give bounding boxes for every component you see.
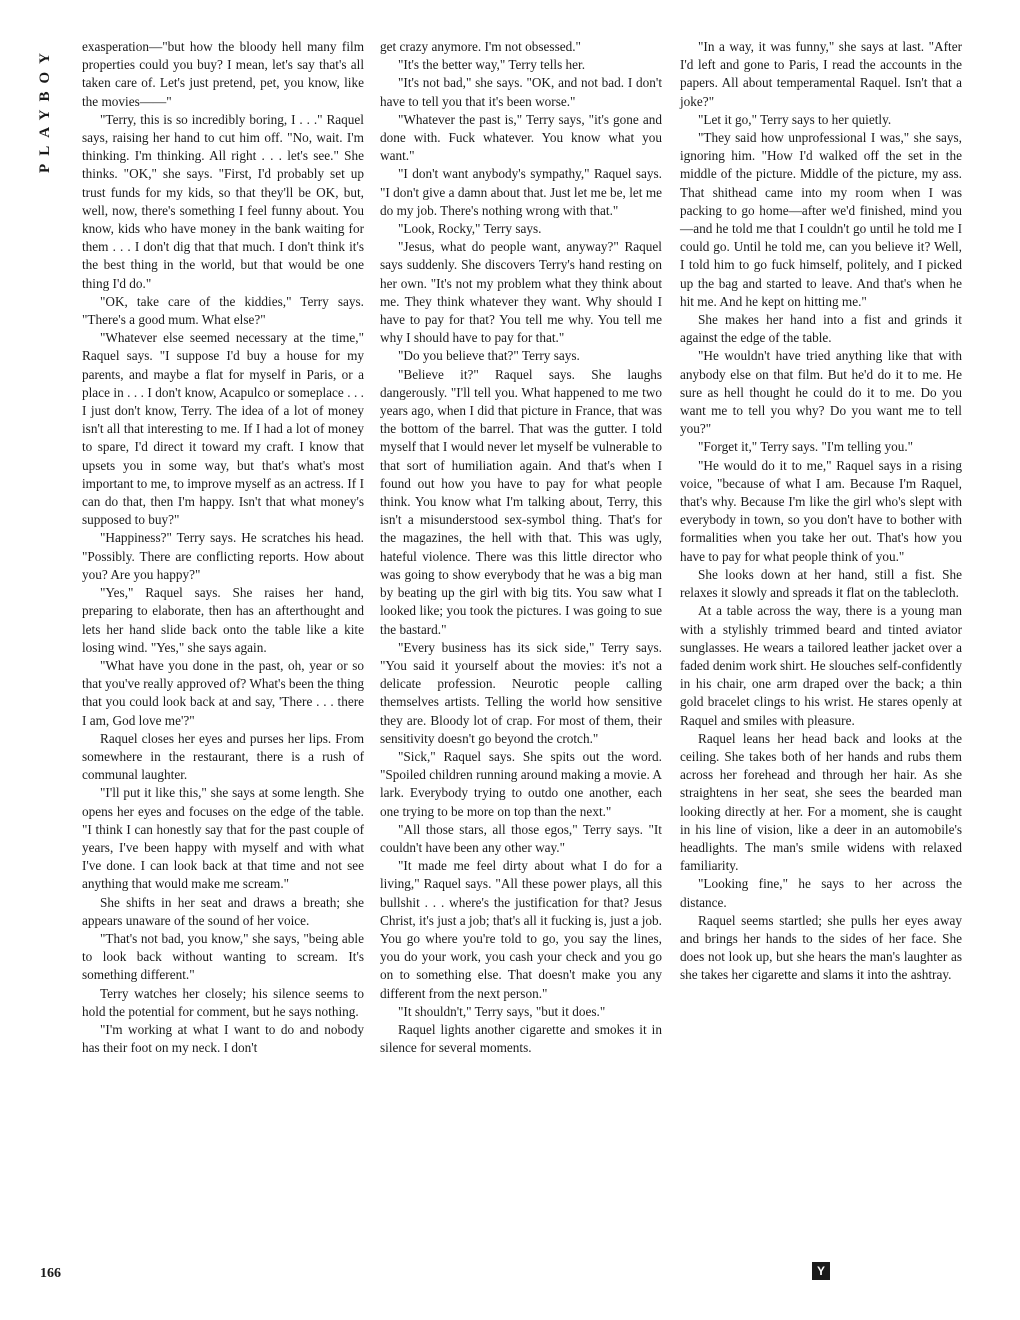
paragraph: Raquel leans her head back and looks at the ceiling. She takes both of her hands and rubs them across her forehead and through her hair. As she straightens in her seat, she sees the bearded man looking directly at her. For a moment, she is caught in his line of vision, like a deer in an automobile's headlights. The man's smile widens with relaxed familiarity. [680, 730, 962, 874]
paragraph: "Look, Rocky," Terry says. [398, 221, 542, 237]
text-column-1 [82, 38, 364, 1057]
paragraph: "I don't want anybody's sympathy," Raquel says. "I don't give a damn about that. Just let me be, let me do my job. There's nothing wrong with that." [380, 166, 662, 218]
paragraph: "They said how unprofessional I was," she says, ignoring him. "How I'd walked off the set in the middle of the picture. Middle of the picture, my ass. That shithead came into my room when I was packing to go home—after we'd finished, mind you—and he told me that I couldn't go until he told me I could go. Until he told me, can you believe it? Well, I told him to go fuck himself, politely, and I picked up the bag and started to leave. And that's when he hit me. And he kept on hitting me." [680, 130, 962, 309]
paragraph: "Sick," Raquel says. She spits out the word. "Spoiled children running around making a movie. A lark. Everybody trying to outdo one another, each one trying to be more on top than the next." [380, 748, 662, 819]
paragraph: "It shouldn't," Terry says, "but it does." [398, 1003, 606, 1019]
paragraph: "Every business has its sick side," Terry says. "You said it yourself about the movies: it's not a delicate profession. Neurotic people calling themselves artists. Telling the world how sensitive they are. Bloody lot of crap. For most of them, their sensitivity doesn't go beyond the crotch." [380, 639, 662, 746]
paragraph: "Let it go," Terry says to her quietly. [698, 111, 892, 127]
paragraph: "Whatever the past is," Terry says, "it's gone and done with. Fuck whatever. You know what you want." [380, 111, 662, 164]
paragraph: "Whatever else seemed necessary at the time," Raquel says. "I suppose I'd buy a house for my parents, and maybe a flat for myself in Paris, or a place in . . . I don't know, Acapulco or someplace . . . I just don't know, Terry. The idea of a lot of money isn't all that interesting to me. If I had a lot of money to spare, I'd direct it toward my craft. I know that upsets you in some way, but that's what's most important to me, to improve myself as an actress. If I can do that, then I'm happy. Isn't that what money's supposed to buy?" [82, 330, 364, 528]
paragraph: She looks down at her hand, still a fist. She relaxes it slowly and spreads it flat on the tablecloth. [680, 566, 962, 601]
text-column-2 [380, 38, 662, 1057]
paragraph: "I'll put it like this," she says at some length. She opens her eyes and focuses on the edge of the table. "I think I can honestly say that for the past couple of years, I've been happy with myself and with what I've done. I can look back at that time and not see anything that would make me scream." [82, 785, 364, 892]
end-mark-icon: Y [812, 1262, 830, 1280]
paragraph: She shifts in her seat and draws a breath; she appears unaware of the sound of her voice. [82, 894, 364, 928]
page-number: 166 [40, 1266, 61, 1281]
paragraph: "What have you done in the past, oh, year or so that you've really approved of? What's been the thing that you could look back at and say, 'There . . . there I am, God love me'?" [82, 657, 364, 728]
magazine-spine-label [28, 44, 62, 174]
paragraph: "It's the better way," Terry tells her. [398, 57, 586, 73]
paragraph: She makes her hand into a fist and grinds it against the edge of the table. [680, 312, 962, 346]
paragraph: "Looking fine," he says to her across the distance. [680, 876, 962, 910]
paragraph: exasperation—"but how the bloody hell many film properties could you buy? I mean, let's say that's all taken care of. Let's just pretend, pet, you know, like the movies——" [82, 39, 364, 109]
paragraph: "Forget it," Terry says. "I'm telling you." [698, 439, 914, 455]
text-column-3 [680, 38, 962, 985]
paragraph: "It made me feel dirty about what I do for a living," Raquel says. "All these power plays, all this bullshit . . . where's the justification for that? Jesus Christ, it's just a job; that's all it fucking is, just a job. You go where you're told to go, you say the lines, you do your work, you cash your check and you go on to something else. That doesn't make you any different from the next person." [380, 858, 662, 1001]
paragraph: "Believe it?" Raquel says. She laughs dangerously. "I'll tell you. What happened to me two years ago, when I did that picture in France, that was the bottom of the barrel. That was the gutter. I told myself that I would never let myself be vulnerable to that sort of humiliation again. And that's when I found out how you have to pay for what people think. You know what I'm talking about, Terry, this isn't a misunderstood sex-symbol thing. That's for the magazines, the hell with that. This was ugly, hateful violence. There was this little director who was going to show everybody that he was a big man by beating up the girl with big tits. You saw what I looked like; you took the pictures. I was going to sue the bastard." [380, 366, 662, 637]
paragraph: Raquel lights another cigarette and smokes it in silence for several moments. [380, 1021, 662, 1056]
paragraph: Terry watches her closely; his silence seems to hold the potential for comment, but he says nothing. [82, 985, 364, 1019]
paragraph: "In a way, it was funny," she says at last. "After I'd left and gone to Paris, I read the accounts in the papers. All about temperamental Raquel. Isn't that a joke?" [680, 39, 962, 109]
paragraph: "Happiness?" Terry says. He scratches his head. "Possibly. There are conflicting reports. How about you? Are you happy?" [82, 530, 364, 582]
paragraph: "He would do it to me," Raquel says in a rising voice, "because of what I am. Because I'm Raquel, that's why. Because I'm like the girl who's slept with everybody in town, so you don't have to bother with formalities when you take her out. That's how you have to pay for what people think of you." [680, 457, 962, 564]
paragraph: "I'm working at what I want to do and nobody has their foot on my neck. I don't [82, 1021, 364, 1056]
paragraph: "All those stars, all those egos," Terry says. "It couldn't have been any other way." [380, 821, 662, 855]
paragraph: "Jesus, what do people want, anyway?" Raquel says suddenly. She discovers Terry's hand resting on her own. "It's not my problem what they think about me. They think whatever they want. Why should I have to pay for that? You tell me why. You tell me why I should have to pay for that." [380, 239, 662, 346]
paragraph: Raquel seems startled; she pulls her eyes away and brings her hands to the sides of her face. She does not look up, but she hears the man's laughter as she takes her cigarette and slams it into the ashtray. [680, 912, 962, 983]
paragraph: "That's not bad, you know," she says, "being able to look back without wanting to scream. It's something different." [82, 930, 364, 983]
paragraph: "It's not bad," she says. "OK, and not bad. I don't have to tell you that it's been worse." [380, 75, 662, 109]
paragraph: "Terry, this is so incredibly boring, I . . ." Raquel says, raising her hand to cut him off. "No, wait. I'm thinking. I'm thinking. All right . . . let's see." She thinks. "OK," she says. "First, I'd probably set up trust funds for my kids, so that they'll be OK, but, well, now, there's something I feel funny about. You know, kids who have money in the bank waiting for them . . . I don't dig that that much. I don't think it's the best thing in the world, but that would be one thing I'd do." [82, 111, 364, 291]
paragraph: Raquel closes her eyes and purses her lips. From somewhere in the restaurant, there is a rush of communal laughter. [82, 730, 364, 783]
paragraph: At a table across the way, there is a young man with a stylishly trimmed beard and tinted aviator sunglasses. He wears a tailored leather jacket over a faded denim work shirt. He slouches self-confidently in his chair, one arm draped over the back; a thin gold bracelet clings to his wrist. He stares openly at Raquel and smiles with pleasure. [680, 603, 962, 728]
magazine-name: PLAYBOY [36, 45, 53, 173]
paragraph: "OK, take care of the kiddies," Terry says. "There's a good mum. What else?" [82, 293, 364, 328]
paragraph: "He wouldn't have tried anything like that with anybody else on that film. But he'd do it to me. He sure as hell thought he could do it to me. Do you want me to tell you why? Do you want me to tell you?" [680, 348, 962, 437]
paragraph: get crazy anymore. I'm not obsessed." [380, 39, 581, 54]
paragraph: "Yes," Raquel says. She raises her hand, preparing to elaborate, then has an afterthought and lets her hand slide back onto the table like a kite losing wind. "Yes," she says again. [82, 585, 364, 655]
paragraph: "Do you believe that?" Terry says. [398, 348, 580, 364]
